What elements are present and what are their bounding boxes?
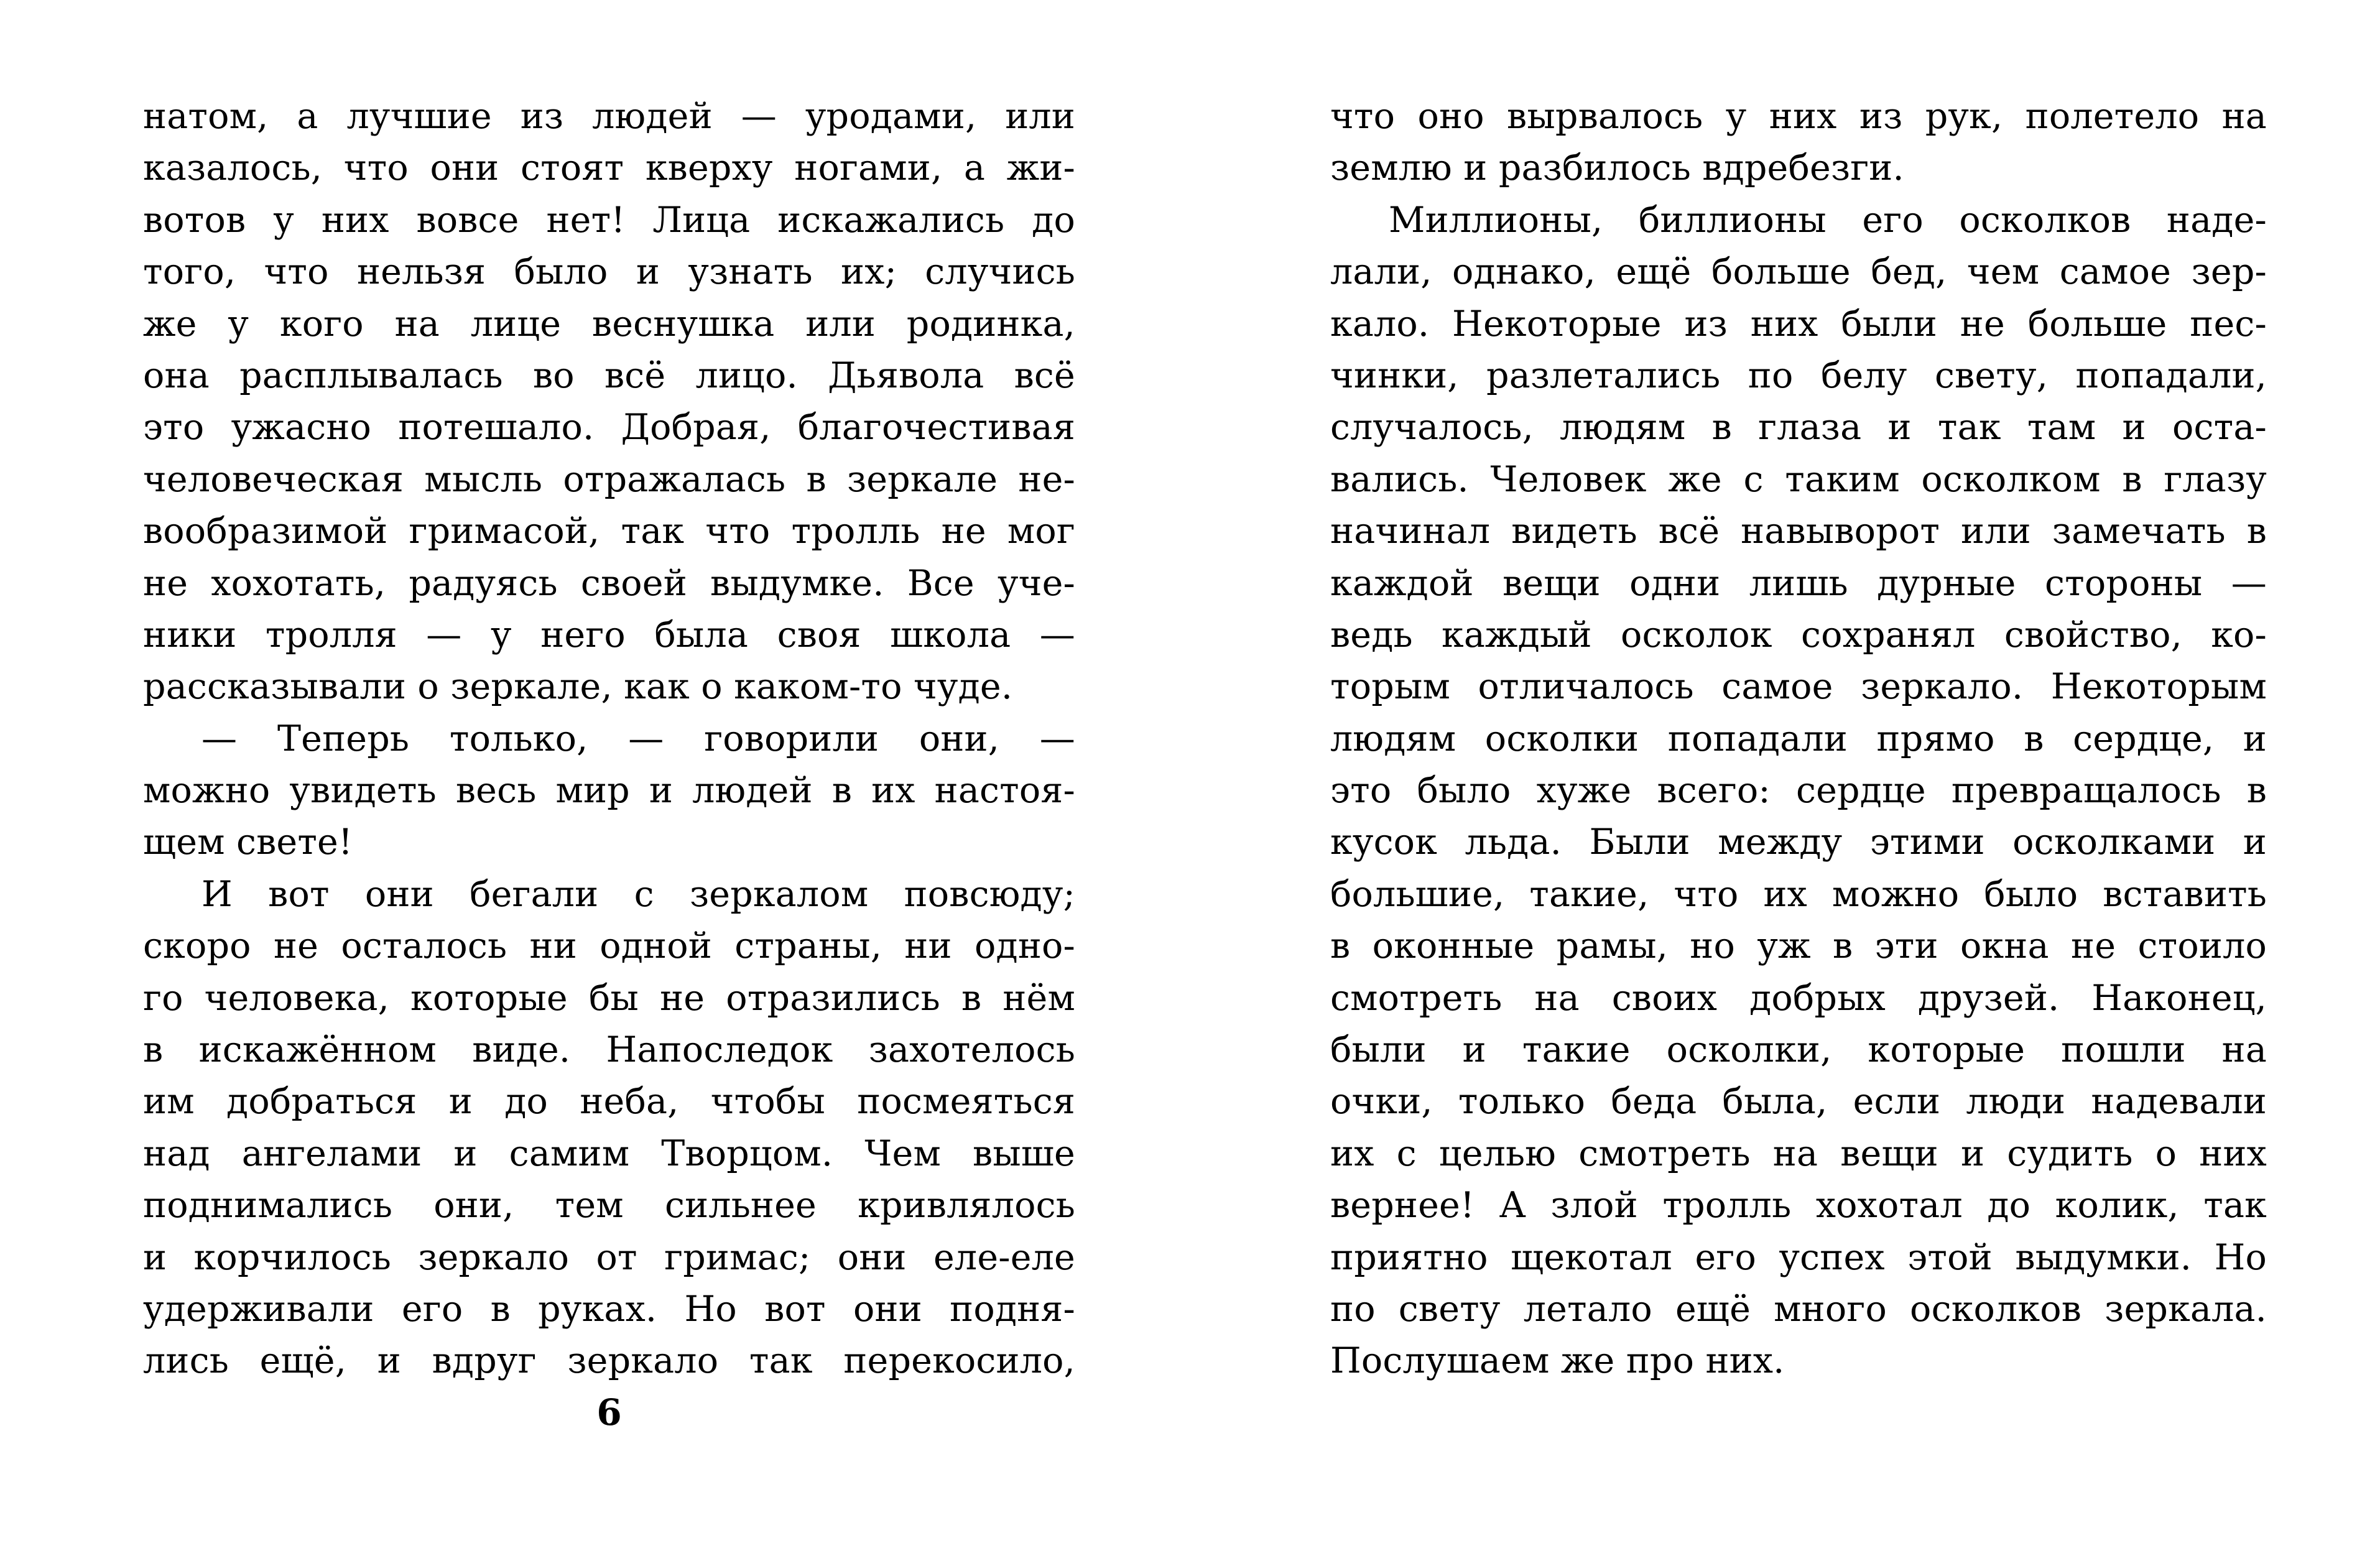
text-line: вообразимой гримасой, так что тролль не мог [143,511,1075,552]
text-line: натом, а лучшие из людей — уродами, или [143,96,1075,137]
text-line: их с целью смотреть на вещи и судить о них [1330,1133,2267,1174]
text-line: Послушаем же про них. [1330,1340,1785,1382]
text-line: людям осколки попадали прямо в сердце, и [1330,718,2267,759]
text-line: щем свете! [143,822,353,863]
text-line-paragraph-start: И вот они бегали с зеркалом повсюду; [201,873,1075,915]
text-line: и корчилось зеркало от гримас; они еле-еле [143,1236,1075,1278]
text-line: случалось, людям в глаза и так там и оста- [1330,407,2267,448]
text-line: это ужасно потешало. Добрая, благочестивая [143,407,1075,448]
page-number: 6 [596,1391,622,1434]
text-line: можно увидеть весь мир и людей в их настоя- [143,770,1075,812]
text-line: удерживали его в руках. Но вот они подня- [143,1288,1075,1330]
text-line: торым отличалось самое зеркало. Некоторым [1330,666,2267,708]
text-line: землю и разбилось вдребезги. [1330,147,1904,189]
text-line: лали, однако, ещё больше бед, чем самое зер- [1330,251,2267,293]
text-line: очки, только беда была, если люди надевали [1330,1081,2267,1123]
text-line: каждой вещи одни лишь дурные стороны — [1330,562,2267,604]
text-line: в искажённом виде. Напоследок захотелось [143,1029,1075,1071]
text-line: ники тролля — у него была своя школа — [143,614,1075,656]
right-page [1190,0,2380,1543]
text-line: кало. Некоторые из них были не больше пес- [1330,303,2267,345]
text-line: вотов у них вовсе нет! Лица искажались до [143,199,1075,241]
text-line: казалось, что они стоят кверху ногами, а жи- [143,147,1075,189]
text-line: смотреть на своих добрых друзей. Наконец, [1330,977,2267,1019]
text-line: вернее! А злой тролль хохотал до колик, так [1330,1185,2267,1226]
text-line: приятно щекотал его успех этой выдумки. Но [1330,1236,2267,1278]
text-line: большие, такие, что их можно было вставить [1330,873,2267,915]
text-line: чинки, разлетались по белу свету, попадали, [1330,354,2267,396]
text-line: она расплывалась во всё лицо. Дьявола всё [143,354,1075,396]
text-line: были и такие осколки, которые пошли на [1330,1029,2267,1071]
text-line: что оно вырвалось у них из рук, полетело на [1330,96,2267,137]
text-line: это было хуже всего: сердце превращалось в [1330,770,2267,812]
text-line: лись ещё, и вдруг зеркало так перекосило, [143,1340,1075,1382]
text-line: над ангелами и самим Творцом. Чем выше [143,1133,1075,1174]
text-line: в оконные рамы, но уж в эти окна не стоило [1330,925,2267,967]
text-line: же у кого на лице веснушка или родинка, [143,303,1075,345]
text-line: ведь каждый осколок сохранял свойство, ко- [1330,614,2267,656]
text-line: рассказывали о зеркале, как о каком-то чуде. [143,666,1013,708]
text-line: вались. Человек же с таким осколком в глазу [1330,458,2267,500]
text-line: го человека, которые бы не отразились в нём [143,977,1075,1019]
text-line: того, что нельзя было и узнать их; случись [143,251,1075,293]
text-line: начинал видеть всё навыворот или замечать в [1330,511,2267,552]
text-line-paragraph-start: Миллионы, биллионы его осколков наде- [1389,199,2267,241]
text-line: по свету летало ещё много осколков зеркала. [1330,1288,2267,1330]
text-line: не хохотать, радуясь своей выдумке. Все уче- [143,562,1075,604]
right-page-text-column [1330,91,2267,1388]
left-page-text-column [143,91,1075,1388]
text-line: им добраться и до неба, чтобы посмеяться [143,1081,1075,1123]
text-line-dialogue: — Теперь только, — говорили они, — [201,718,1075,759]
text-line: поднимались они, тем сильнее кривлялось [143,1185,1075,1226]
text-line: скоро не осталось ни одной страны, ни одно- [143,925,1075,967]
text-line: кусок льда. Были между этими осколками и [1330,822,2267,863]
text-line: человеческая мысль отражалась в зеркале не- [143,458,1075,500]
